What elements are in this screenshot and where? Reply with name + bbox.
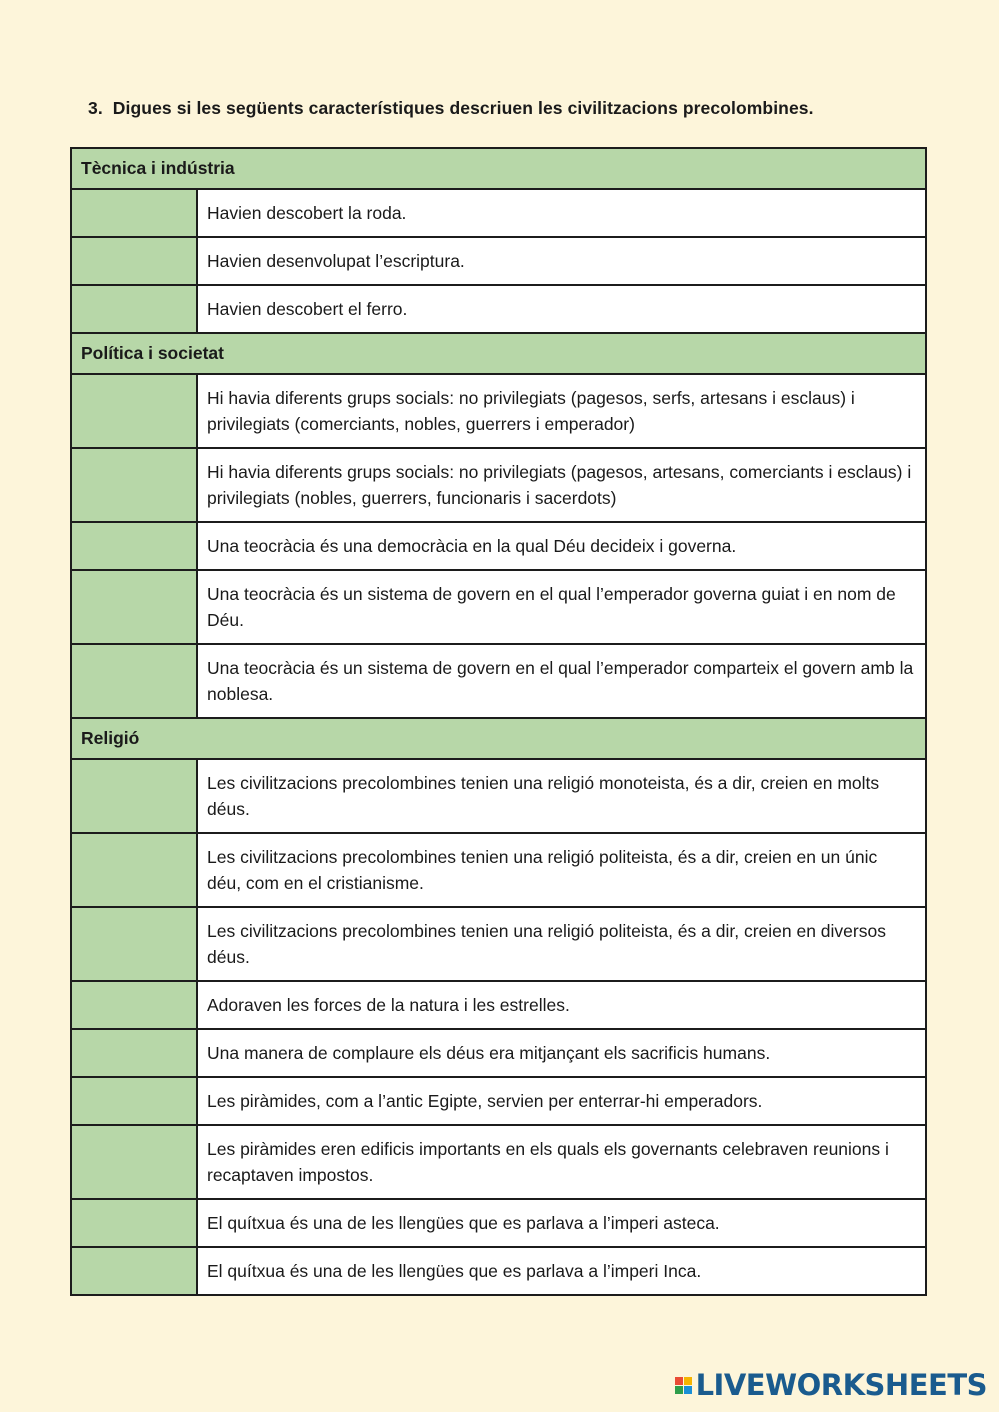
table-row (71, 570, 926, 644)
section-header-row (71, 718, 926, 759)
table-row (71, 1077, 926, 1125)
section-title-religio: Religió (71, 718, 926, 759)
answer-cell[interactable] (71, 907, 197, 981)
answer-cell[interactable] (71, 1029, 197, 1077)
statements-table (70, 147, 927, 1296)
table-row (71, 1125, 926, 1199)
statement-text: El quítxua és una de les llengües que es parlava a l’imperi asteca. (197, 1199, 926, 1247)
statement-text: Havien descobert el ferro. (197, 285, 926, 333)
statement-text: Una teocràcia és un sistema de govern en el qual l’emperador governa guiat i en nom de Déu. (197, 570, 926, 644)
statement-text: Una teocràcia és un sistema de govern en el qual l’emperador comparteix el govern amb la noblesa. (197, 644, 926, 718)
answer-cell[interactable] (71, 833, 197, 907)
statement-text: Les civilitzacions precolombines tenien una religió monoteista, és a dir, creien en molts déus. (197, 759, 926, 833)
answer-cell[interactable] (71, 189, 197, 237)
question-number: 3. (88, 98, 103, 118)
statement-text: Adoraven les forces de la natura i les estrelles. (197, 981, 926, 1029)
question-heading (88, 98, 814, 119)
table-row (71, 907, 926, 981)
statement-text: Les piràmides eren edificis importants en els quals els governants celebraven reunions i recaptaven impostos. (197, 1125, 926, 1199)
section-header-row (71, 148, 926, 189)
answer-cell[interactable] (71, 981, 197, 1029)
answer-cell[interactable] (71, 570, 197, 644)
section-title-politica: Política i societat (71, 333, 926, 374)
statement-text: Les civilitzacions precolombines tenien una religió politeista, és a dir, creien en diversos déus. (197, 907, 926, 981)
table-row (71, 981, 926, 1029)
statement-text: Hi havia diferents grups socials: no privilegiats (pagesos, serfs, artesans i esclaus) i privilegiats (comerciants, nobles, guerrers i emperador) (197, 374, 926, 448)
answer-cell[interactable] (71, 1125, 197, 1199)
statement-text: Una manera de complaure els déus era mitjançant els sacrificis humans. (197, 1029, 926, 1077)
question-text: Digues si les següents característiques descriuen les civilitzacions precolombines. (112, 98, 814, 118)
table-row (71, 189, 926, 237)
answer-cell[interactable] (71, 374, 197, 448)
answer-cell[interactable] (71, 1199, 197, 1247)
liveworksheets-logo-icon (675, 1377, 692, 1394)
statement-text: Les civilitzacions precolombines tenien una religió politeista, és a dir, creien en un únic déu, com en el cristianisme. (197, 833, 926, 907)
statement-text: Hi havia diferents grups socials: no privilegiats (pagesos, artesans, comerciants i esclaus) i privilegiats (nobles, guerrers, funcionaris i sacerdots) (197, 448, 926, 522)
section-header-row (71, 333, 926, 374)
table-row (71, 759, 926, 833)
table-row (71, 1247, 926, 1295)
answer-cell[interactable] (71, 522, 197, 570)
statement-text: Havien desenvolupat l’escriptura. (197, 237, 926, 285)
statement-text: Havien descobert la roda. (197, 189, 926, 237)
table-row (71, 374, 926, 448)
section-title-tecnica: Tècnica i indústria (71, 148, 926, 189)
logo-text: LIVEWORKSHEETS (695, 1368, 987, 1402)
answer-cell[interactable] (71, 448, 197, 522)
liveworksheets-logo[interactable] (675, 1368, 987, 1402)
table-row (71, 522, 926, 570)
answer-cell[interactable] (71, 1077, 197, 1125)
answer-cell[interactable] (71, 759, 197, 833)
answer-cell[interactable] (71, 237, 197, 285)
answer-cell[interactable] (71, 644, 197, 718)
table-row (71, 237, 926, 285)
table-row (71, 1029, 926, 1077)
table-row (71, 644, 926, 718)
table-row (71, 833, 926, 907)
statement-text: Una teocràcia és una democràcia en la qual Déu decideix i governa. (197, 522, 926, 570)
table-row (71, 448, 926, 522)
answer-cell[interactable] (71, 285, 197, 333)
answer-cell[interactable] (71, 1247, 197, 1295)
statement-text: El quítxua és una de les llengües que es parlava a l’imperi Inca. (197, 1247, 926, 1295)
table-row (71, 285, 926, 333)
statement-text: Les piràmides, com a l’antic Egipte, servien per enterrar-hi emperadors. (197, 1077, 926, 1125)
table-row (71, 1199, 926, 1247)
